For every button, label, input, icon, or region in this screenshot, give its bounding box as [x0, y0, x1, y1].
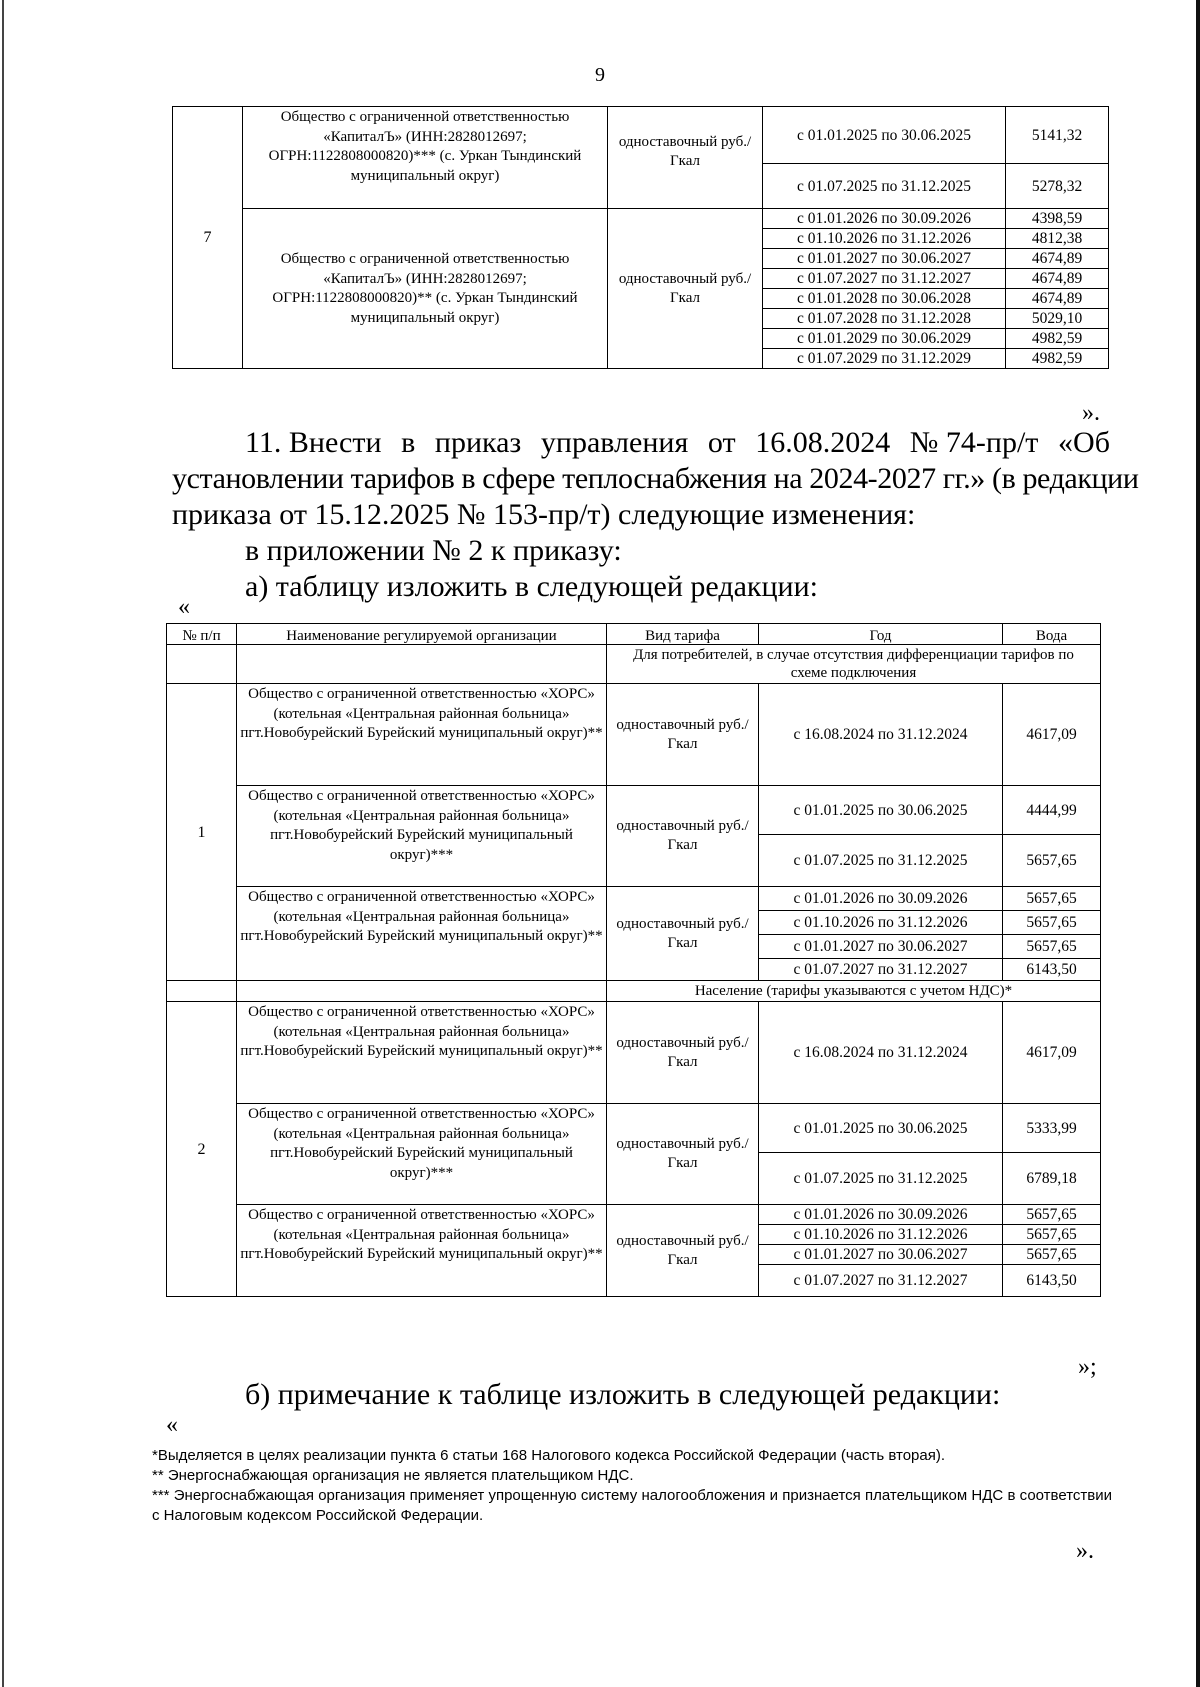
tariff-type: одноставочный руб./Гкал [608, 209, 763, 369]
tariff-value: 5657,65 [1003, 935, 1101, 959]
header-year: Год [759, 624, 1003, 645]
table2-open-quote: « [178, 594, 190, 620]
table-row [167, 1205, 1101, 1225]
header-tariff-type: Вид тарифа [607, 624, 759, 645]
tariff-value: 4812,38 [1006, 229, 1109, 249]
scan-edge-left [2, 0, 4, 1687]
tariff-value: 4674,89 [1006, 289, 1109, 309]
tariff-value: 5278,32 [1006, 164, 1109, 209]
tariff-value: 5657,65 [1003, 911, 1101, 935]
tariff-value: 4617,09 [1003, 684, 1101, 786]
clause-11-word: № 74-пр/т [909, 426, 1039, 459]
tariff-value: 5333,99 [1003, 1104, 1101, 1153]
tariff-value: 4982,59 [1006, 349, 1109, 369]
page-number: 9 [595, 64, 605, 86]
header-water: Вода [1003, 624, 1101, 645]
table-row [167, 786, 1101, 835]
period-dates: с 01.01.2029 по 30.06.2029 [763, 329, 1006, 349]
section-blank-cell [167, 645, 237, 684]
table-row [167, 887, 1101, 911]
tariff-value: 4444,99 [1003, 786, 1101, 835]
period-dates: с 01.01.2027 по 30.06.2027 [763, 249, 1006, 269]
organization-name: Общество с ограниченной ответственностью «ХОРС» (котельная «Центральная районная больница» пгт.Новобурейский Бурейский муниципальный округ)** [237, 1002, 607, 1104]
organization-name: Общество с ограниченной ответственностью «ХОРС» (котельная «Центральная районная больница» пгт.Новобурейский Бурейский муниципальный округ)** [237, 684, 607, 786]
organization-name: Общество с ограниченной ответственностью «ХОРС» (котельная «Центральная районная больница» пгт.Новобурейский Бурейский муниципальный округ)*** [237, 786, 607, 887]
table-footnotes [152, 1446, 1112, 1526]
clause-11-word: от [707, 426, 736, 459]
tariff-value: 4398,59 [1006, 209, 1109, 229]
table-row [167, 1002, 1101, 1104]
period-dates: с 01.07.2027 по 31.12.2027 [759, 1265, 1003, 1297]
organization-name: Общество с ограниченной ответственностью «ХОРС» (котельная «Центральная районная больница» пгт.Новобурейский Бурейский муниципальный округ)** [237, 1205, 607, 1297]
period-dates: с 16.08.2024 по 31.12.2024 [759, 684, 1003, 786]
period-dates: с 01.07.2028 по 31.12.2028 [763, 309, 1006, 329]
period-dates: с 01.01.2025 по 30.06.2025 [759, 786, 1003, 835]
period-dates: с 01.10.2026 по 31.12.2026 [763, 229, 1006, 249]
row-number: 1 [167, 684, 237, 981]
period-dates: с 01.07.2027 по 31.12.2027 [759, 959, 1003, 981]
tariff-table-continuation [172, 106, 1109, 369]
tariff-type: одноставочный руб./Гкал [607, 1104, 759, 1205]
clause-11-line1 [245, 426, 1110, 460]
tariff-value: 5657,65 [1003, 835, 1101, 887]
scan-edge-right [1196, 0, 1200, 1687]
organization-name: Общество с ограниченной ответственностью «ХОРС» (котельная «Центральная районная больница» пгт.Новобурейский Бурейский муниципальный округ)*** [237, 1104, 607, 1205]
row-number: 2 [167, 1002, 237, 1297]
tariff-table-appendix-2 [166, 623, 1101, 1297]
period-dates: с 01.01.2026 по 30.09.2026 [759, 1205, 1003, 1225]
section-blank-cell [237, 645, 607, 684]
tariff-type: одноставочный руб./Гкал [608, 107, 763, 209]
period-dates: с 01.01.2025 по 30.06.2025 [763, 107, 1006, 164]
period-dates: с 01.10.2026 по 31.12.2026 [759, 1225, 1003, 1245]
clause-11-line4: в приложении № 2 к приказу: [245, 534, 622, 567]
clause-11-line3: приказа от 15.12.2025 № 153-пр/т) следующие изменения: [172, 498, 916, 531]
note-closing-mark: ». [1076, 1538, 1094, 1564]
period-dates: с 01.07.2025 по 31.12.2025 [763, 164, 1006, 209]
period-dates: с 01.01.2025 по 30.06.2025 [759, 1104, 1003, 1153]
note-heading: б) примечание к таблице изложить в следующей редакции: [245, 1378, 1001, 1411]
section-blank-cell [167, 981, 237, 1002]
tariff-type: одноставочный руб./Гкал [607, 786, 759, 887]
tariff-value: 5657,65 [1003, 1225, 1101, 1245]
clause-11-line5: а) таблицу изложить в следующей редакции: [245, 570, 818, 603]
period-dates: с 01.07.2025 по 31.12.2025 [759, 1153, 1003, 1205]
section-title-row [167, 981, 1101, 1002]
tariff-type: одноставочный руб./Гкал [607, 1205, 759, 1297]
clause-11-word: приказ [434, 426, 522, 459]
tariff-type: одноставочный руб./Гкал [607, 684, 759, 786]
clause-11-word: в [401, 426, 416, 459]
clause-11-line2: установлении тарифов в сфере теплоснабжения на 2024-2027 гг.» (в редакции [172, 462, 1139, 495]
tariff-value: 4617,09 [1003, 1002, 1101, 1104]
table-row [167, 1104, 1101, 1153]
tariff-value: 5657,65 [1003, 1245, 1101, 1265]
tariff-value: 5657,65 [1003, 887, 1101, 911]
section-blank-cell [237, 981, 607, 1002]
period-dates: с 16.08.2024 по 31.12.2024 [759, 1002, 1003, 1104]
clause-11-word: 16.08.2024 [755, 426, 891, 459]
footnote-no-vat: ** Энергоснабжающая организация не является плательщиком НДС. [152, 1467, 634, 1484]
header-organization: Наименование регулируемой организации [237, 624, 607, 645]
tariff-value: 6143,50 [1003, 959, 1101, 981]
clause-11-word: 11. Внести [245, 426, 382, 459]
tariff-value: 4674,89 [1006, 269, 1109, 289]
tariff-value: 6789,18 [1003, 1153, 1101, 1205]
section-title: Для потребителей, в случае отсутствия дифференциации тарифов по схеме подключения [607, 645, 1101, 684]
tariff-value: 5657,65 [1003, 1205, 1101, 1225]
period-dates: с 01.01.2028 по 30.06.2028 [763, 289, 1006, 309]
table-row [173, 107, 1109, 164]
section-title: Население (тарифы указываются с учетом НДС)* [607, 981, 1101, 1002]
table1-closing-mark: ». [1082, 400, 1100, 426]
tariff-value: 4674,89 [1006, 249, 1109, 269]
footnote-simplified-tax: *** Энергоснабжающая организация применяет упрощенную систему налогообложения и признается плательщиком НДС в соответствии с Налоговым кодексом Российской Федерации. [152, 1487, 1112, 1524]
period-dates: с 01.01.2026 по 30.09.2026 [759, 887, 1003, 911]
tariff-value: 5029,10 [1006, 309, 1109, 329]
footnote-vat: *Выделяется в целях реализации пункта 6 статьи 168 Налогового кодекса Российской Федерации (часть вторая). [152, 1447, 946, 1464]
table2-closing-mark: »; [1078, 1354, 1097, 1380]
period-dates: с 01.07.2027 по 31.12.2027 [763, 269, 1006, 289]
period-dates: с 01.07.2025 по 31.12.2025 [759, 835, 1003, 887]
section-title-row [167, 645, 1101, 684]
tariff-value: 6143,50 [1003, 1265, 1101, 1297]
row-number: 7 [173, 107, 243, 369]
tariff-value: 4982,59 [1006, 329, 1109, 349]
tariff-value: 5141,32 [1006, 107, 1109, 164]
header-number: № п/п [167, 624, 237, 645]
clause-11-word: управления [540, 426, 689, 459]
period-dates: с 01.01.2027 по 30.06.2027 [759, 935, 1003, 959]
table-row [167, 684, 1101, 786]
organization-name: Общество с ограниченной ответственностью «КапиталЪ» (ИНН:2828012697; ОГРН:1122808000820)*** (с. Уркан Тындинский муниципальный округ) [243, 107, 608, 209]
table-header-row [167, 624, 1101, 645]
organization-name: Общество с ограниченной ответственностью «КапиталЪ» (ИНН:2828012697; ОГРН:1122808000820)** (с. Уркан Тындинский муниципальный округ) [243, 209, 608, 369]
tariff-type: одноставочный руб./Гкал [607, 887, 759, 981]
period-dates: с 01.01.2026 по 30.09.2026 [763, 209, 1006, 229]
tariff-type: одноставочный руб./Гкал [607, 1002, 759, 1104]
period-dates: с 01.10.2026 по 31.12.2026 [759, 911, 1003, 935]
note-open-quote: « [166, 1412, 178, 1438]
organization-name: Общество с ограниченной ответственностью «ХОРС» (котельная «Центральная районная больница» пгт.Новобурейский Бурейский муниципальный округ)** [237, 887, 607, 981]
clause-11-word: «Об [1058, 426, 1110, 459]
period-dates: с 01.01.2027 по 30.06.2027 [759, 1245, 1003, 1265]
table-row [173, 209, 1109, 229]
period-dates: с 01.07.2029 по 31.12.2029 [763, 349, 1006, 369]
